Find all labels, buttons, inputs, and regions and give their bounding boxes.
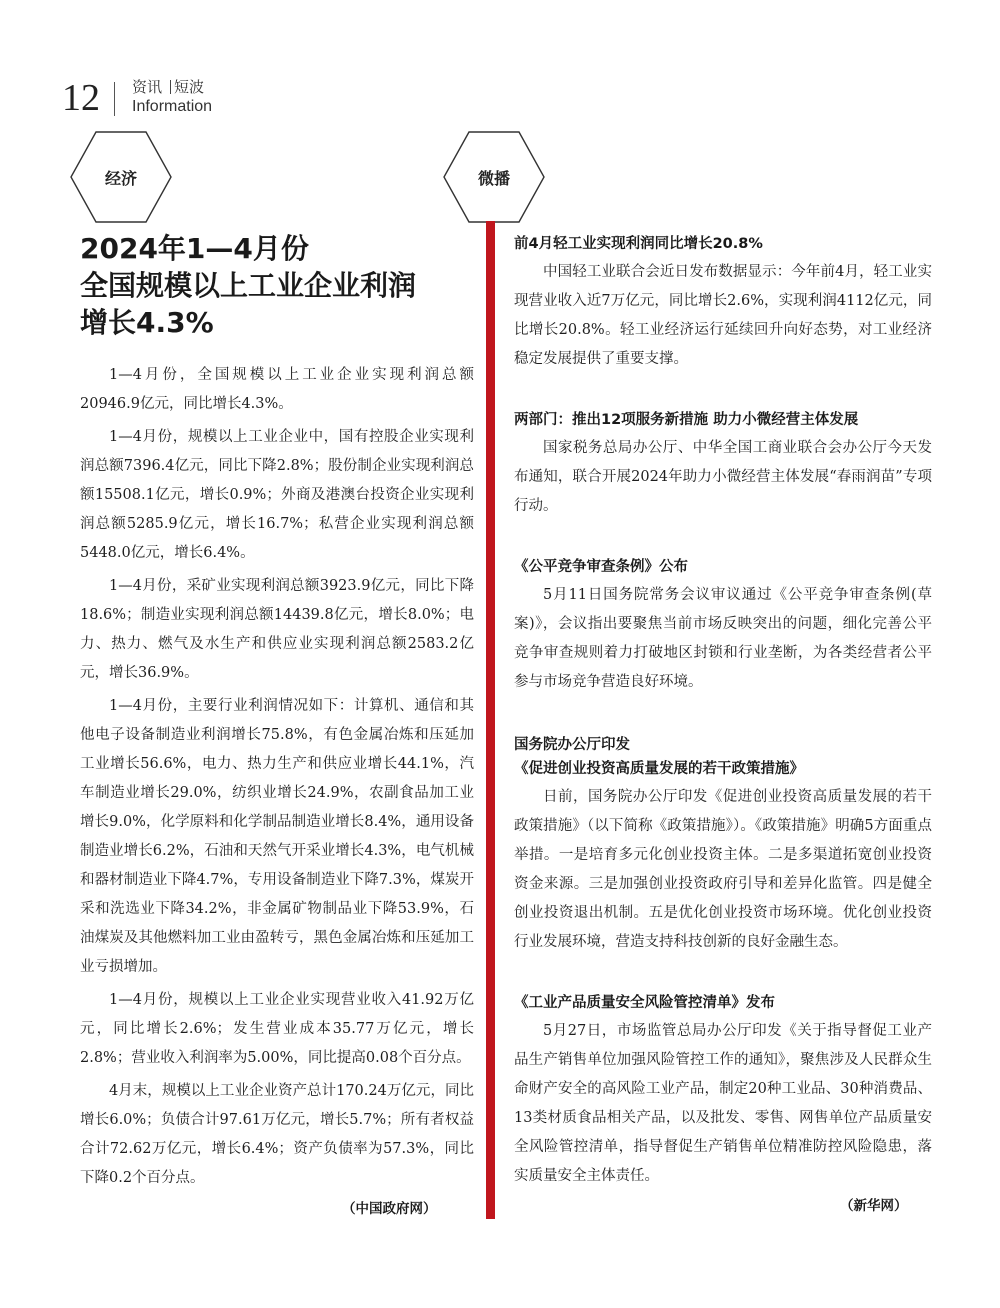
section-label-en: Information (132, 98, 213, 115)
section-label-2: 短波 (174, 78, 205, 96)
article-paragraph: 1—4月份，全国规模以上工业企业实现利润总额20946.9亿元，同比增长4.3%。 (80, 367, 474, 412)
news-brief-column (514, 232, 932, 1219)
news-item-title: 两部门：推出12项服务新措施 助力小微经营主体发展 (514, 412, 859, 428)
article-paragraph: 1—4月份，规模以上工业企业实现营业收入41.92万亿元，同比增长2.6%；发生营业成本35.77万亿元，增长2.8%；营业收入利润率为5.00%，同比提高0.08个百分点。 (80, 992, 474, 1066)
news-item-title: 《工业产品质量安全风险管控清单》发布 (514, 995, 775, 1011)
headline-line-2: 全国规模以上工业企业利润 (80, 269, 417, 302)
header-divider (114, 82, 115, 116)
category-hexagon-broadcast (443, 131, 545, 223)
news-item (514, 733, 932, 957)
article-source: （中国政府网） (342, 1201, 437, 1217)
article-paragraph: 1—4月份，采矿业实现利润总额3923.9亿元，同比下降18.6%；制造业实现利润总额14439.8亿元，增长8.0%；电力、热力、燃气及水生产和供应业实现利润总额2583.2亿元，增长36.9%。 (80, 578, 474, 681)
article-paragraph: 1—4月份，主要行业利润情况如下：计算机、通信和其他电子设备制造业利润增长75.8%，有色金属冶炼和压延加工业增长56.6%，电力、热力生产和供应业增长44.1%，汽车制造业增长29.0%，纺织业增长24.9%，农副食品加工业增长9.0%，化学原料和化学制品制造业增长8.4%，通用设备制造业增长6.2%，石油和天然气开采业增长4.3%，电气机械和器材制造业下降4.7%，专用设备制造业下降7.3%，煤炭开采和洗选业下降34.2%，非金属矿物制品业下降53.9%，石油煤炭及其他燃料加工业由盈转亏，黑色金属冶炼和压延加工业亏损增加。 (80, 698, 474, 975)
news-item-title: 前4月轻工业实现利润同比增长20.8% (514, 236, 763, 252)
news-item-title: 《公平竞争审查条例》公布 (514, 559, 688, 575)
news-item-body: 中国轻工业联合会近日发布数据显示：今年前4月，轻工业实现营业收入近7万亿元，同比增长2.6%，实现利润4112亿元，同比增长20.8%。轻工业经济运行延续回升向好态势，对工业经济稳定发展提供了重要支撑。 (514, 264, 932, 367)
headline-line-1: 2024年1—4月份 (80, 232, 309, 265)
category-label-broadcast: 微播 (477, 168, 510, 188)
category-hexagon-economy (70, 131, 172, 223)
article-body (80, 361, 474, 1197)
article-paragraph: 4月末，规模以上工业企业资产总计170.24万亿元，同比增长6.0%；负债合计97.61万亿元，增长5.7%；所有者权益合计72.62万亿元，增长6.4%；资产负债率为57.3%，同比下降0.2个百分点。 (80, 1083, 474, 1186)
article-headline (80, 230, 470, 341)
news-item-body: 国家税务总局办公厅、中华全国工商业联合会办公厅今天发布通知，联合开展2024年助力小微经营主体发展“春雨润苗”专项行动。 (514, 440, 932, 514)
news-item-subtitle: 《促进创业投资高质量发展的若干政策措施》 (514, 761, 804, 777)
news-item (514, 232, 932, 374)
news-item-body: 5月11日国务院常务会议审议通过《公平竞争审查条例(草案)》，会议指出要聚焦当前市场反映突出的问题，细化完善公平竞争审查规则着力打破地区封锁和行业垄断，为各类经营者公平参与市场竞争营造良好环境。 (514, 587, 932, 690)
red-column-divider (486, 221, 495, 1219)
news-item-body: 日前，国务院办公厅印发《促进创业投资高质量发展的若干政策措施》（以下简称《政策措施》）。《政策措施》明确5方面重点举措。一是培育多元化创业投资主体。二是多渠道拓宽创业投资资金来源。三是加强创业投资政府引导和差异化监管。四是健全创业投资退出机制。五是优化创业投资市场环境。优化创业投资行业发展环境，营造支持科技创新的良好金融生态。 (514, 789, 932, 950)
section-separator (170, 80, 171, 94)
section-label-cn (132, 76, 204, 97)
news-item-body: 5月27日，市场监管总局办公厅印发《关于指导督促工业产品生产销售单位加强风险管控工作的通知》，聚焦涉及人民群众生命财产安全的高风险工业产品，制定20种工业品、30种消费品、13类材质食品相关产品，以及批发、零售、网售单位产品质量安全风险管控清单，指导督促生产销售单位精准防控风险隐患，落实质量安全主体责任。 (514, 1023, 932, 1184)
headline-line-3: 增长4.3% (80, 306, 214, 339)
news-item (514, 408, 932, 521)
page-number: 12 (62, 77, 100, 119)
section-label-1: 资讯 (132, 78, 163, 96)
category-label-economy: 经济 (104, 168, 137, 188)
news-item (514, 555, 932, 697)
news-source: （新华网） (840, 1198, 908, 1214)
article-paragraph: 1—4月份，规模以上工业企业中，国有控股企业实现利润总额7396.4亿元，同比下降2.8%；股份制企业实现利润总额15508.1亿元，增长0.9%；外商及港澳台投资企业实现利润总额5285.9亿元，增长16.7%；私营企业实现利润总额5448.0亿元，增长6.4%。 (80, 429, 474, 561)
news-item-title: 国务院办公厅印发 (514, 737, 630, 753)
news-item (514, 991, 932, 1191)
